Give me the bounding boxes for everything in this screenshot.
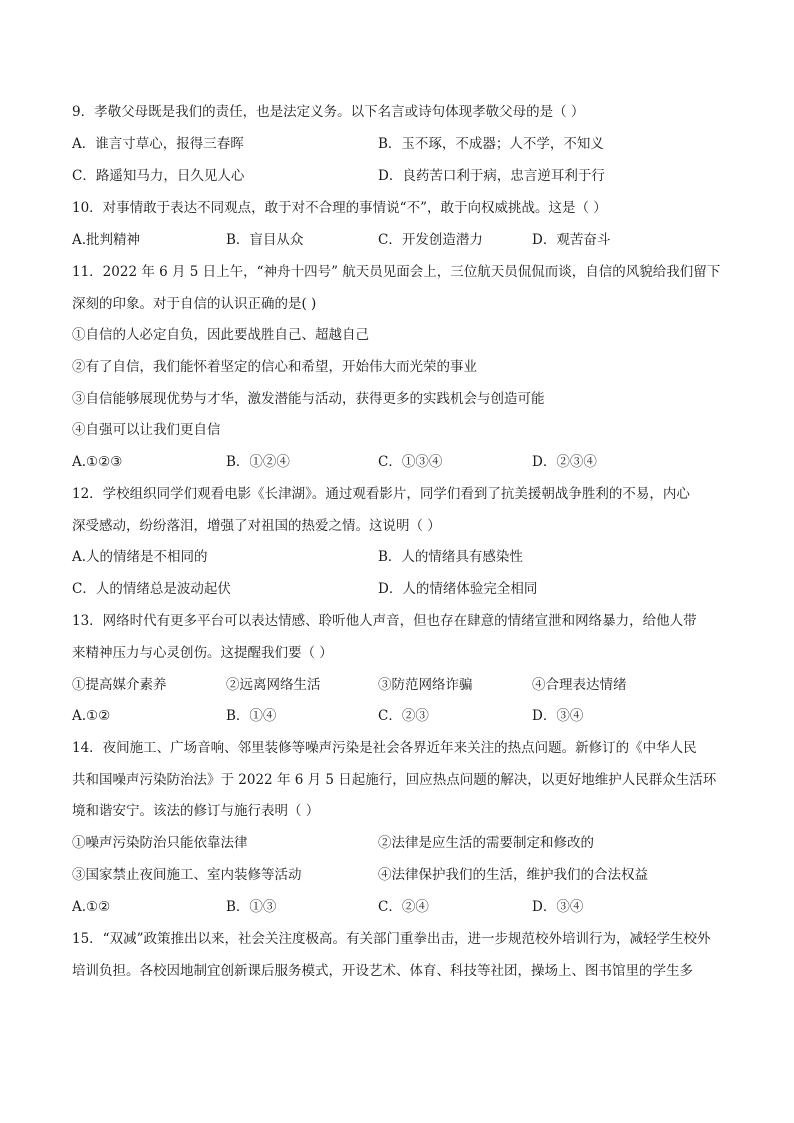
option-c: C．人的情绪总是波动起伏 <box>72 581 231 597</box>
question-13-options <box>72 706 722 726</box>
option-b: B．玉不琢，不成器；人不学，不知义 <box>378 136 604 152</box>
option-d: D．良药苦口利于病，忠言逆耳利于行 <box>378 168 605 184</box>
question-10-stem: 10．对事情敢于表达不同观点，敢于对不合理的事情说“不”，敢于向权威挑战。这是（ ） <box>72 200 607 216</box>
question-11-statement-2: ②有了自信，我们能怀着坚定的信心和希望，开始伟大而光荣的事业 <box>72 359 477 375</box>
statement-3: ③国家禁止夜间施工、室内装修等活动 <box>72 867 302 883</box>
option-c: C．②③ <box>378 708 429 724</box>
question-13-stem-line-1: 13．网络时代有更多平台可以表达情感、聆听他人声音，但也存在肆意的情绪宣泄和网络暴力，给他人带 <box>72 613 697 629</box>
question-11-statement-3: ③自信能够展现优势与才华，激发潜能与活动，获得更多的实践机会与创造可能 <box>72 391 545 407</box>
statement-2: ②法律是应生活的需要制定和修改的 <box>378 835 594 851</box>
question-11-stem-line-1: 11．2022 年 6 月 5 日上午，“神舟十四号” 航天员见面会上，三位航天员侃侃而谈，自信的风貌给我们留下 <box>72 264 721 280</box>
question-12-options-row-2 <box>72 579 722 599</box>
option-d: D．③④ <box>532 708 584 724</box>
question-12-options-row-1 <box>72 547 722 567</box>
option-a: A.人的情绪是不相同的 <box>72 549 208 565</box>
option-c: C．路遥知马力，日久见人心 <box>72 168 245 184</box>
question-12-stem-line-1: 12．学校组织同学们观看电影《长津湖》。通过观看影片，同学们看到了抗美援朝战争胜利的不易，内心 <box>72 486 690 502</box>
option-d: D．②③④ <box>532 454 597 470</box>
statement-1: ①噪声污染防治只能依靠法律 <box>72 835 248 851</box>
option-a: A.①②③ <box>72 454 123 470</box>
question-14-statements-row-2 <box>72 865 722 885</box>
question-11-statement-4: ④自强可以让我们更自信 <box>72 422 221 438</box>
question-15-stem-line-1: 15．“双减”政策推出以来，社会关注度极高。有关部门重拳出击，进一步规范校外培训行为，减轻学生校外 <box>72 931 711 947</box>
question-14-statements-row-1 <box>72 833 722 853</box>
question-11-stem-line-2: 深刻的印象。对于自信的认识正确的是( ) <box>72 296 317 312</box>
option-c: C．①③④ <box>378 454 443 470</box>
option-b: B．盲目从众 <box>226 232 304 248</box>
option-b: B．①②④ <box>226 454 290 470</box>
option-b: B．①④ <box>226 708 277 724</box>
statement-2: ②远离网络生活 <box>226 677 321 693</box>
question-11-options <box>72 452 722 472</box>
option-b: B．①③ <box>226 899 277 915</box>
question-11-statement-1: ①自信的人必定自负，因此要战胜自己、超越自己 <box>72 327 369 343</box>
option-c: C．开发创造潜力 <box>378 232 483 248</box>
option-a: A.批判精神 <box>72 232 141 248</box>
question-9-options-row-1 <box>72 134 722 154</box>
option-d: D．③④ <box>532 899 584 915</box>
option-a: A.①② <box>72 708 111 724</box>
question-13-stem-line-2: 来精神压力与心灵创伤。这提醒我们要（ ） <box>72 645 333 661</box>
statement-4: ④合理表达情绪 <box>532 677 627 693</box>
question-14-options <box>72 897 722 917</box>
option-b: B．人的情绪具有感染性 <box>378 549 523 565</box>
question-14-stem-line-1: 14．夜间施工、广场音响、邻里装修等噪声污染是社会各界近年来关注的热点问题。新修订的《中华人民 <box>72 740 697 756</box>
statement-3: ③防范网络诈骗 <box>378 677 473 693</box>
question-15-stem-line-2: 培训负担。各校因地制宜创新课后服务模式，开设艺术、体育、科技等社团，操场上、图书馆里的学生多 <box>72 963 693 979</box>
option-d: D．人的情绪体验完全相同 <box>378 581 538 597</box>
question-13-statements <box>72 675 722 695</box>
question-9-options-row-2 <box>72 166 722 186</box>
option-c: C．②④ <box>378 899 429 915</box>
question-9-stem: 9．孝敬父母既是我们的责任，也是法定义务。以下名言或诗句体现孝敬父母的是（ ） <box>72 104 585 120</box>
statement-1: ①提高媒介素养 <box>72 677 167 693</box>
option-d: D．观苦奋斗 <box>532 232 611 248</box>
question-14-stem-line-3: 境和谐安宁。该法的修订与施行表明（ ） <box>72 803 320 819</box>
question-10-options <box>72 230 722 250</box>
statement-4: ④法律保护我们的生活，维护我们的合法权益 <box>378 867 648 883</box>
question-12-stem-line-2: 深受感动，纷纷落泪，增强了对祖国的热爱之情。这说明（ ） <box>72 518 441 534</box>
option-a: A．谁言寸草心，报得三春晖 <box>72 136 244 152</box>
question-14-stem-line-2: 共和国噪声污染防治法》于 2022 年 6 月 5 日起施行，回应热点问题的解决，以更好地维护人民群众生活环 <box>72 772 717 788</box>
option-a: A.①② <box>72 899 111 915</box>
